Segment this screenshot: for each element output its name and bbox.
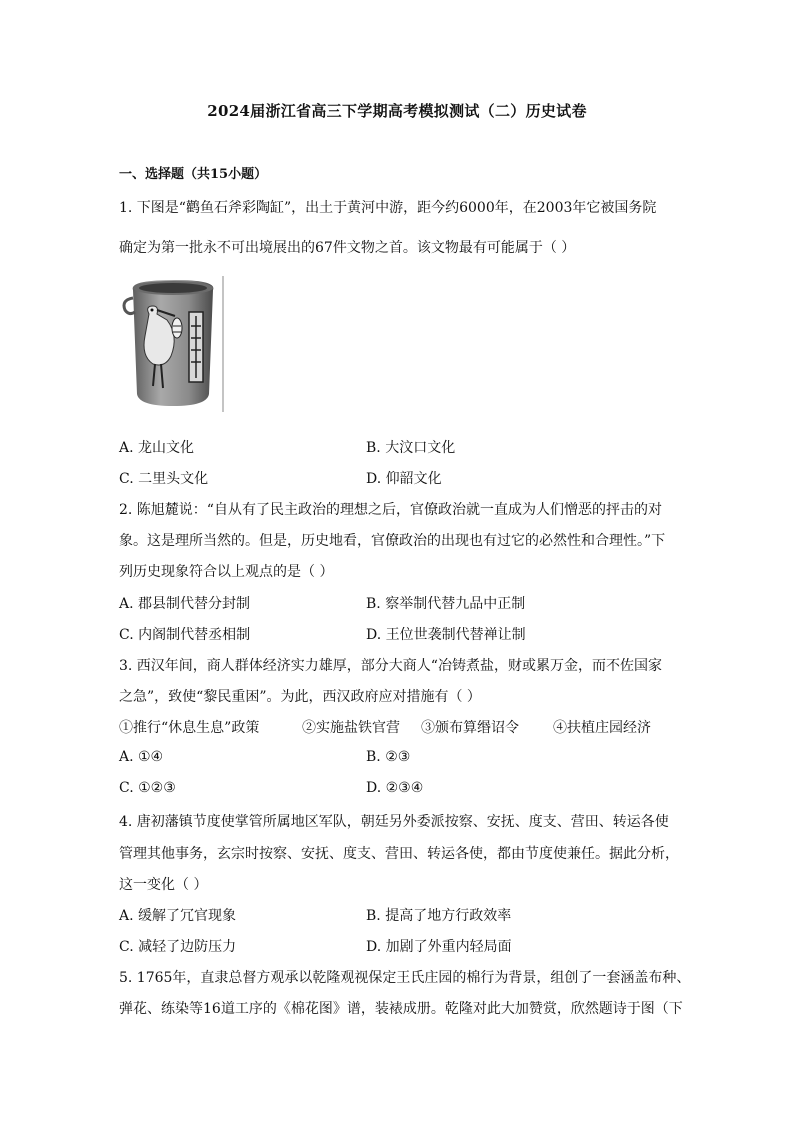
q4-line-1: 4. 唐初藩镇节度使掌管所属地区军队，朝廷另外委派按察、安抚、度支、营田、转运各使 [119,814,669,830]
q3-option-d: D. ②③④ [366,780,424,796]
q4-option-c: C. 减轻了边防压力 [119,939,237,955]
painted-pottery-jar-image [119,276,225,414]
q3-option-b: B. ②③ [366,749,411,765]
q4-line-3: 这一变化（ ） [119,877,208,893]
q2-option-a: A. 郡县制代替分封制 [119,596,251,612]
q4-option-b: B. 提高了地方行政效率 [366,908,512,924]
q3-line-2: 之急”，致使“黎民重困”。为此，西汉政府应对措施有（ ） [119,689,481,705]
q5-line-2: 弹花、练染等16道工序的《棉花图》谱，装裱成册。乾隆对此大加赞赏，欣然题诗于图（下 [119,1001,683,1017]
q5-line-1: 5. 1765年，直隶总督方观承以乾隆观视保定王氏庄园的棉行为背景，组创了一套涵盖布种、 [119,970,691,986]
q3-option-a: A. ①④ [119,749,164,765]
q2-line-2: 象。这是理所当然的。但是，历史地看，官僚政治的出现也有过它的必然性和合理性。”下 [119,533,666,549]
q2-option-c: C. 内阁制代替丞相制 [119,627,251,643]
q1-option-b: B. 大汶口文化 [366,440,456,456]
q1-option-d: D. 仰韶文化 [366,471,442,487]
q4-line-2: 管理其他事务，玄宗时按察、安抚、度支、营田、转运各使，都由节度使兼任。据此分析， [119,846,679,862]
page-title: 2024届浙江省高三下学期高考模拟测试（二）历史试卷 [207,102,587,120]
q1-option-c: C. 二里头文化 [119,471,209,487]
q2-line-1: 2. 陈旭麓说：“自从有了民主政治的理想之后，官僚政治就一直成为人们憎恶的抨击的对 [119,502,662,518]
q3-statement-1: ①推行“休息生息”政策 [119,720,260,736]
q3-line-1: 3. 西汉年间，商人群体经济实力雄厚，部分大商人“冶铸煮盐，财或累万金，而不佐国家 [119,658,662,674]
q3-statement-3: ③颁布算缗诏令 [421,720,519,736]
q4-option-d: D. 加剧了外重内轻局面 [366,939,512,955]
q2-option-d: D. 王位世袭制代替禅让制 [366,627,526,643]
q1-line-1: 1. 下图是“鹳鱼石斧彩陶缸”，出土于黄河中游，距今约6000年，在2003年它被国务院 [119,200,657,216]
q3-option-c: C. ①②③ [119,780,176,796]
q1-option-a: A. 龙山文化 [119,440,195,456]
q3-statement-4: ④扶植庄园经济 [553,720,651,736]
q3-statement-2: ②实施盐铁官营 [302,720,400,736]
section-heading: 一、选择题（共15小题） [119,167,268,182]
q1-line-2: 确定为第一批永不可出境展出的67件文物之首。该文物最有可能属于（ ） [119,240,576,256]
q2-line-3: 列历史现象符合以上观点的是（ ） [119,564,334,580]
q2-option-b: B. 察举制代替九品中正制 [366,596,526,612]
q4-option-a: A. 缓解了冗官现象 [119,908,237,924]
